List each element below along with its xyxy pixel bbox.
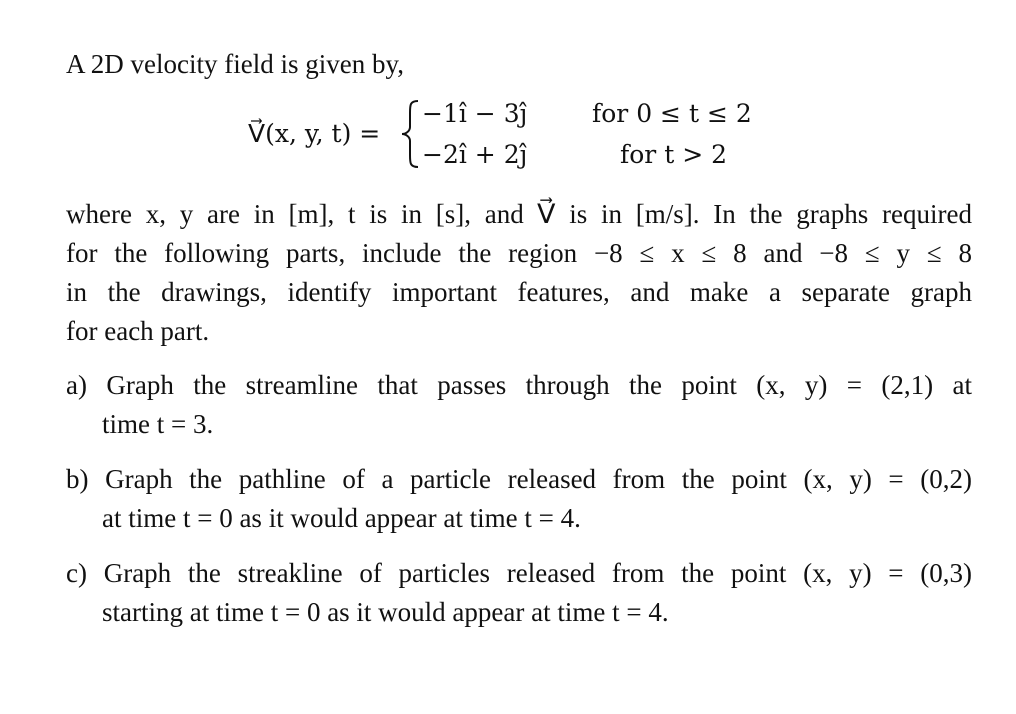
intro-text: A 2D velocity field is given by, [66,49,404,79]
paragraph-line-2: for the following parts, include the region −8 ≤ x ≤ 8 and −8 ≤ y ≤ 8 [66,238,972,268]
equation-lhs: V⃗(x, y, t) = [248,119,381,148]
case2-condition: for t > 2 [620,140,727,169]
paragraph-line-1: where x, y are in [m], t is in [s], and V⃗ is in [m/s]. In the graphs required [66,199,972,229]
case1-condition: for 0 ≤ t ≤ 2 [592,99,752,128]
part-b-line-2: at time t = 0 as it would appear at time t = 4. [102,503,581,533]
part-a-line-2: time t = 3. [102,409,214,439]
part-c-line-2: starting at time t = 0 as it would appear at time t = 4. [102,597,669,627]
left-brace-icon [398,99,422,169]
paragraph-line-4: for each part. [66,316,210,346]
part-b-line-1: b) Graph the pathline of a particle released from the point (x, y) = (0,2) [66,464,972,494]
case2-expression: −2î + 2ĵ [422,140,528,169]
part-a-line-1: a) Graph the streamline that passes through the point (x, y) = (2,1) at [66,370,972,400]
case1-expression: −1î − 3ĵ [422,99,528,128]
part-c-line-1: c) Graph the streakline of particles released from the point (x, y) = (0,3) [66,558,972,588]
paragraph-line-3: in the drawings, identify important features, and make a separate graph [66,277,972,307]
